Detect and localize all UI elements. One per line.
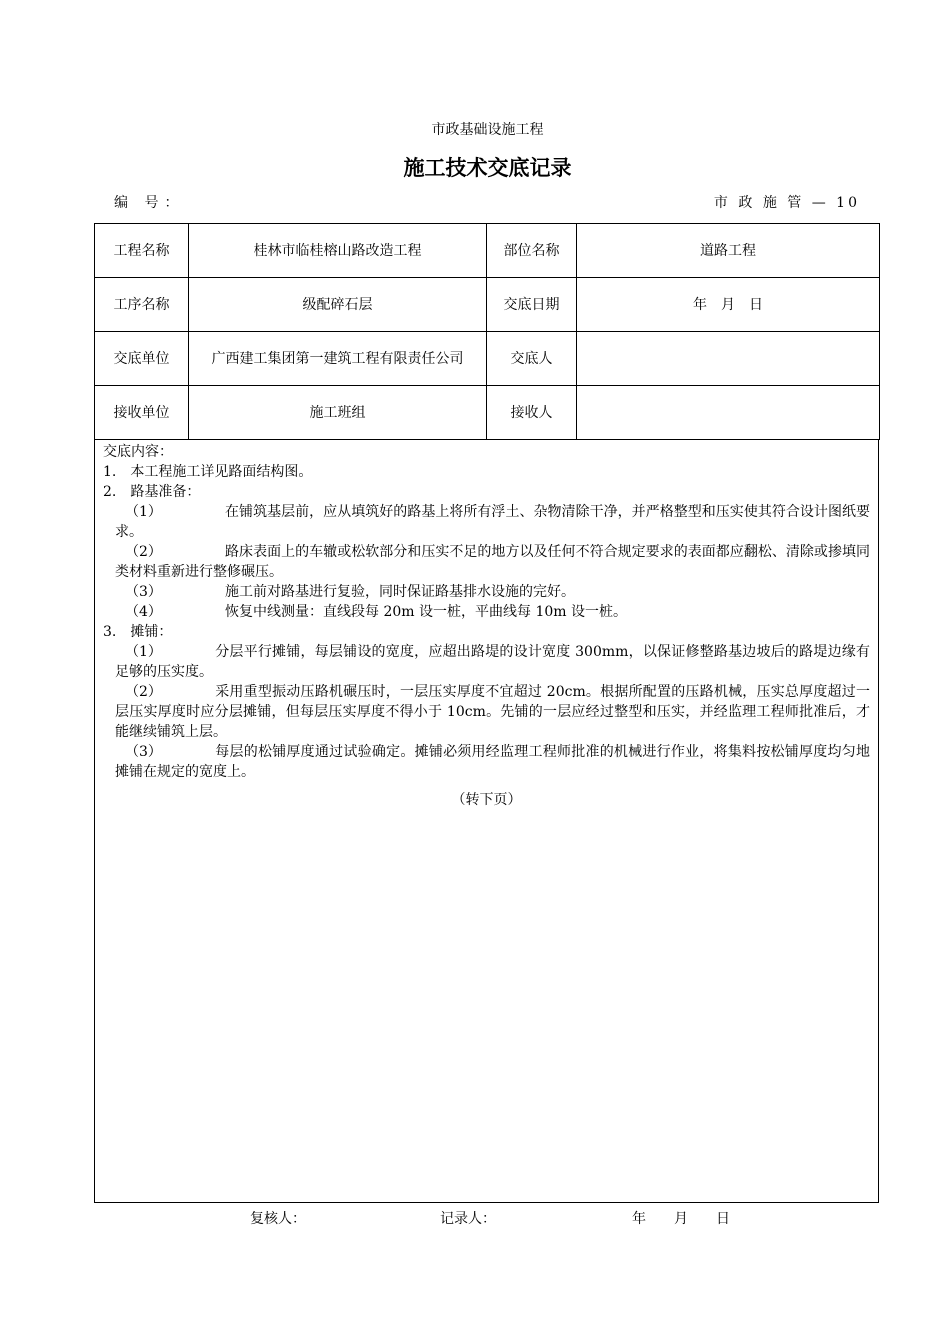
list-item-number: （2） [125, 684, 162, 700]
content-item-1: 1. 本工程施工详见路面结构图。 [103, 464, 313, 480]
list-item [103, 682, 870, 742]
list-item [103, 742, 870, 782]
content-heading: 交底内容： [103, 444, 173, 460]
project-name-label: 工程名称 [95, 224, 189, 278]
receiving-unit-label: 接收单位 [95, 386, 189, 440]
document-title: 施工技术交底记录 [403, 155, 572, 180]
turn-page-note: （转下页） [451, 792, 522, 808]
list-item [103, 602, 870, 622]
receiving-unit-value: 施工班组 [189, 386, 487, 440]
project-name-value: 桂林市临桂榕山路改造工程 [189, 224, 487, 278]
process-name-value: 级配碎石层 [189, 278, 487, 332]
list-item-number: （3） [125, 584, 162, 600]
reviewer-label: 复核人： [250, 1211, 306, 1227]
process-name-label: 工序名称 [95, 278, 189, 332]
table-row [95, 386, 880, 440]
handover-person-value [577, 332, 880, 386]
list-item [103, 582, 870, 602]
table-row [95, 278, 880, 332]
handover-person-label: 交底人 [487, 332, 577, 386]
list-item [103, 542, 870, 582]
list-item-number: （4） [125, 604, 162, 620]
receiver-value [577, 386, 880, 440]
list-item-number: （1） [125, 644, 162, 660]
part-name-value: 道路工程 [577, 224, 880, 278]
info-table [94, 223, 880, 440]
list-item-number: （2） [125, 544, 162, 560]
form-code: 市 政 施 管 — 10 [713, 195, 860, 211]
handover-content [94, 440, 879, 1203]
document-subtitle: 市政基础设施工程 [431, 122, 544, 138]
footer-date: 年 月 日 [632, 1211, 730, 1227]
list-item-text: 恢复中线测量：直线段每 20m 设一桩，平曲线每 10m 设一桩。 [225, 604, 627, 620]
list-item-number: （3） [125, 744, 162, 760]
list-item-text: 采用重型振动压路机碾压时，一层压实厚度不宜超过 20cm。根据所配置的压路机械，压实总厚度超过一层压实厚度时应分层摊铺，但每层压实厚度不得小于 10cm。先铺的一层应经过整型和压实，并经监理工程师批准后，才能继续铺筑上层。 [115, 684, 870, 740]
list-item-text: 每层的松铺厚度通过试验确定。摊铺必须用经监理工程师批准的机械进行作业，将集料按松铺厚度均匀地摊铺在规定的宽度上。 [115, 744, 870, 780]
table-row [95, 332, 880, 386]
list-item-text: 分层平行摊铺，每层铺设的宽度，应超出路堤的设计宽度 300mm，以保证修整路基边坡后的路堤边缘有足够的压实度。 [115, 644, 870, 680]
handover-unit-value: 广西建工集团第一建筑工程有限责任公司 [189, 332, 487, 386]
handover-date-value: 年 月 日 [577, 278, 880, 332]
content-item-2: 2. 路基准备： [103, 484, 201, 500]
handover-date-label: 交底日期 [487, 278, 577, 332]
list-item-text: 路床表面上的车辙或松软部分和压实不足的地方以及任何不符合规定要求的表面都应翻松、清除或掺填同类材料重新进行整修碾压。 [115, 544, 870, 580]
list-item-text: 施工前对路基进行复验，同时保证路基排水设施的完好。 [225, 584, 575, 600]
receiver-label: 接收人 [487, 386, 577, 440]
recorder-label: 记录人： [440, 1211, 496, 1227]
list-item [103, 642, 870, 682]
content-item-3: 3. 摊铺： [103, 624, 173, 640]
code-label: 编 号： [114, 195, 185, 211]
list-item-text: 在铺筑基层前，应从填筑好的路基上将所有浮土、杂物清除干净，并严格整型和压实使其符合设计图纸要求。 [115, 504, 870, 540]
table-row [95, 224, 880, 278]
handover-unit-label: 交底单位 [95, 332, 189, 386]
part-name-label: 部位名称 [487, 224, 577, 278]
list-item-number: （1） [125, 504, 162, 520]
list-item [103, 502, 870, 542]
